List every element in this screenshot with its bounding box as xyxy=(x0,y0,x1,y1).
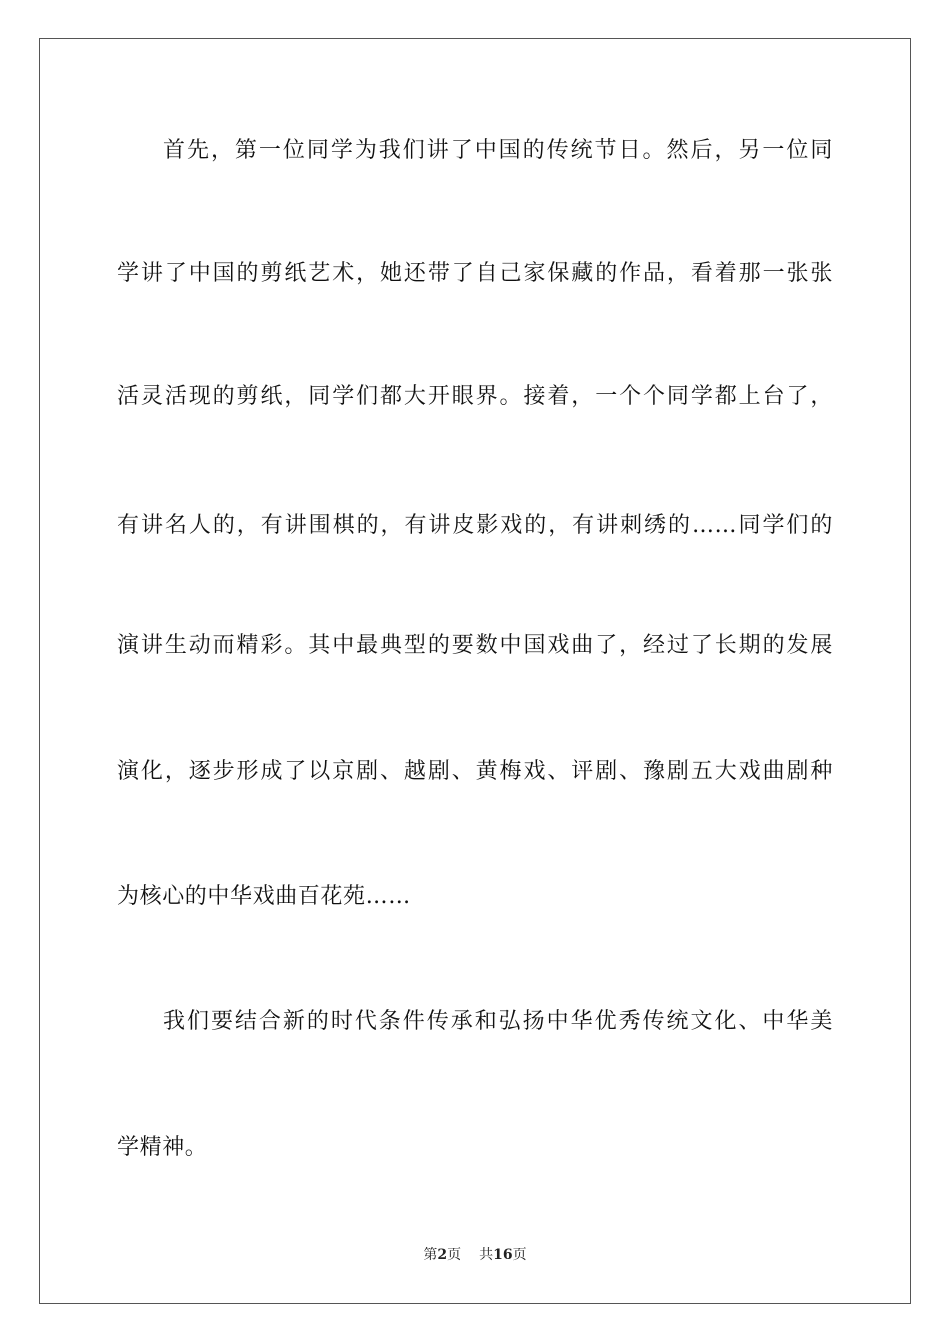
total-prefix: 共 xyxy=(479,1247,494,1263)
total-suffix: 页 xyxy=(512,1247,527,1263)
paragraph-1-line-5: 演讲生动而精彩。其中最典型的要数中国戏曲了，经过了长期的发展 xyxy=(117,633,833,658)
paragraph-2-line-1: 我们要结合新的时代条件传承和弘扬中华优秀传统文化、中华美 xyxy=(163,1009,833,1034)
paragraph-1-line-1: 首先，第一位同学为我们讲了中国的传统节日。然后，另一位同 xyxy=(163,138,833,163)
paragraph-2-line-2: 学精神。 xyxy=(117,1135,208,1160)
paragraph-1-line-7: 为核心的中华戏曲百花苑…… xyxy=(117,884,411,909)
page-frame xyxy=(39,38,911,1304)
page-prefix: 第 xyxy=(423,1247,438,1263)
paragraph-1-line-3: 活灵活现的剪纸，同学们都大开眼界。接着，一个个同学都上台了， xyxy=(117,384,833,409)
page-suffix: 页 xyxy=(447,1247,462,1263)
paragraph-1-line-4: 有讲名人的，有讲围棋的，有讲皮影戏的，有讲刺绣的……同学们的 xyxy=(117,513,833,538)
paragraph-1-line-2: 学讲了中国的剪纸艺术，她还带了自己家保藏的作品，看着那一张张 xyxy=(117,261,833,286)
page-number: 2 xyxy=(437,1247,448,1263)
paragraph-1-line-6: 演化，逐步形成了以京剧、越剧、黄梅戏、评剧、豫剧五大戏曲剧种 xyxy=(117,759,833,784)
page-footer xyxy=(0,1245,950,1265)
total-pages: 16 xyxy=(493,1247,513,1263)
